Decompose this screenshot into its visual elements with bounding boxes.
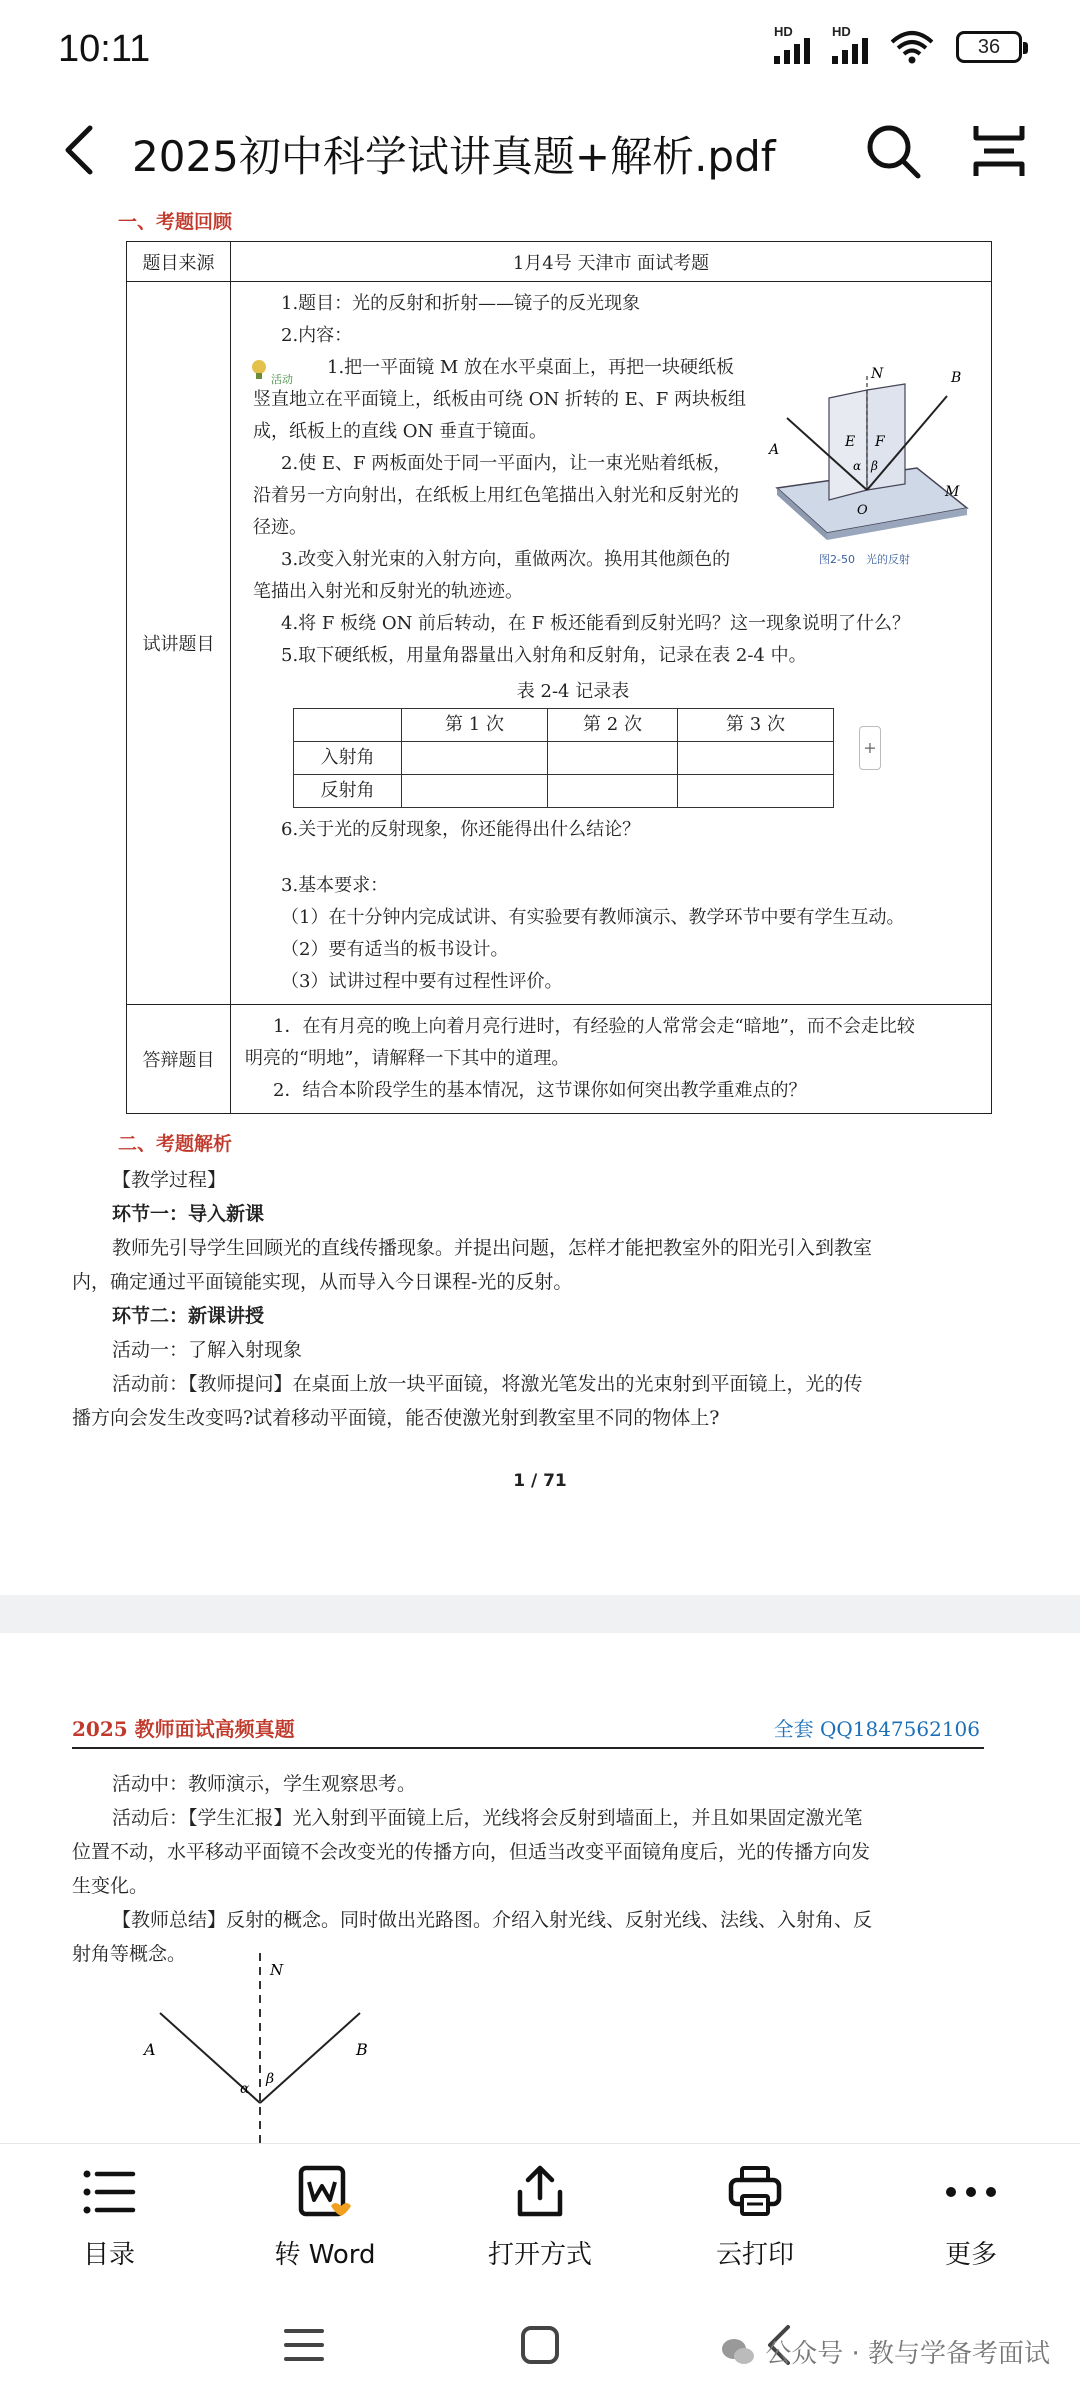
activity-line: 笔描出入射光和反射光的轨迹迹。 <box>253 581 523 602</box>
reflection-figure <box>767 358 977 568</box>
share-icon <box>510 2162 570 2222</box>
svg-text:B: B <box>951 370 962 386</box>
status-time: 10:11 <box>58 28 151 70</box>
topic-label: 试讲题目 <box>127 282 231 1005</box>
svg-text:B: B <box>356 2040 368 2059</box>
section-title-2: 二、考题解析 <box>118 1133 233 1155</box>
svg-text:A: A <box>769 442 780 458</box>
body-line: 活动中：教师演示，学生观察思考。 <box>112 1773 417 1795</box>
svg-text:F: F <box>875 434 885 450</box>
svg-text:N: N <box>270 1961 284 1979</box>
page-gap <box>0 1595 1080 1633</box>
activity-line: 5.取下硬纸板，用量角器量出入射角和反射角，记录在表 2-4 中。 <box>281 645 807 666</box>
activity-line: 竖直地立在平面镜上，纸板由可绕 ON 折转的 E、F 两块板组 <box>253 389 747 410</box>
step-2-title: 环节二：新课讲授 <box>112 1305 265 1327</box>
pdf-page-1[interactable] <box>0 205 1080 1595</box>
body-line: 活动前：【教师提问】在桌面上放一块平面镜，将激光笔发出的光束射到平面镜上，光的传 <box>112 1373 863 1395</box>
activity-line: 成，纸板上的直线 ON 垂直于镜面。 <box>253 421 547 442</box>
body-line: 位置不动，水平移动平面镜不会改变光的传播方向，但适当改变平面镜角度后，光的传播方向发 <box>72 1841 871 1863</box>
recent-apps-icon[interactable] <box>282 2323 326 2367</box>
bottom-toolbar <box>0 2143 1080 2293</box>
defense-label: 答辩题目 <box>127 1005 231 1114</box>
requirements-title: 3.基本要求： <box>281 875 389 896</box>
svg-text:N: N <box>871 366 884 382</box>
source-label: 题目来源 <box>127 242 231 282</box>
toc-button[interactable]: 目录 <box>24 2162 194 2271</box>
record-row-label: 反射角 <box>294 775 402 808</box>
cloud-print-button[interactable]: 云打印 <box>670 2162 840 2271</box>
record-row-label: 入射角 <box>294 742 402 775</box>
body-line: 教师先引导学生回顾光的直线传播现象。并提出问题，怎样才能把教室外的阳光引入到教室 <box>112 1237 873 1259</box>
document-title: 2025初中科学试讲真题+解析.pdf <box>132 132 776 181</box>
process-label: 【教学过程】 <box>112 1169 227 1191</box>
status-bar <box>0 0 1080 100</box>
page-header-right: 全套 QQ1847562106 <box>773 1717 980 1741</box>
requirement-item: （3）试讲过程中要有过程性评价。 <box>281 971 563 992</box>
bulb-icon <box>249 358 273 382</box>
activity-line: 径迹。 <box>253 517 307 538</box>
watermark: 公众号 · 教与学备考面试 <box>721 2333 1050 2370</box>
defense-line: 2．结合本阶段学生的基本情况，这节课你如何突出教学重难点的？ <box>273 1080 807 1101</box>
back-icon[interactable] <box>52 120 112 180</box>
svg-text:A: A <box>144 2040 156 2059</box>
wechat-icon <box>721 2337 755 2367</box>
record-table-title: 表 2-4 记录表 <box>516 681 630 702</box>
battery-icon: 36 <box>956 31 1022 63</box>
status-icons <box>774 24 1022 64</box>
add-column-icon[interactable]: + <box>859 726 881 770</box>
signal-icon: HD <box>774 30 810 64</box>
more-icon <box>941 2162 1001 2222</box>
wifi-icon <box>890 30 934 64</box>
page-header-left: 2025 教师面试高频真题 <box>72 1717 295 1741</box>
reflection-diagram <box>130 1953 390 2143</box>
defense-line: 明亮的“明地”，请解释一下其中的道理。 <box>245 1048 570 1069</box>
defense-line: 1．在有月亮的晚上向着月亮行进时，有经验的人常常会走“暗地”，而不会走比较 <box>273 1016 915 1037</box>
activity-badge: 活动 <box>249 358 301 382</box>
word-icon <box>295 2162 355 2222</box>
list-icon <box>79 2162 139 2222</box>
activity-line: 2.使 E、F 两板面处于同一平面内，让一束光贴着纸板， <box>281 453 732 474</box>
section-title-1: 一、考题回顾 <box>118 211 233 233</box>
activity-line: 1.把一平面镜 M 放在水平桌面上，再把一块硬纸板 <box>327 357 735 378</box>
open-with-button[interactable]: 打开方式 <box>455 2162 625 2271</box>
body-line: 活动后：【学生汇报】光入射到平面镜上后，光线将会反射到墙面上，并且如果固定激光笔 <box>112 1807 863 1829</box>
navigation-bar <box>0 2293 1080 2401</box>
svg-text:O: O <box>857 503 868 518</box>
svg-text:β: β <box>266 2071 275 2087</box>
title-bar <box>0 100 1080 205</box>
printer-icon <box>725 2162 785 2222</box>
record-table: 第 1 次 第 2 次 第 3 次 入射角 反射角 <box>293 708 834 808</box>
svg-text:α: α <box>853 459 862 473</box>
signal-icon-2: HD <box>832 30 868 64</box>
requirement-item: （2）要有适当的板书设计。 <box>281 939 509 960</box>
body-line: 生变化。 <box>72 1875 149 1897</box>
requirement-item: （1）在十分钟内完成试讲、有实验要有教师演示、教学环节中要有学生互动。 <box>281 907 905 928</box>
question-6: 6.关于光的反射现象，你还能得出什么结论？ <box>281 819 641 840</box>
page-number: 1 / 71 <box>513 1471 567 1491</box>
page-header <box>72 1709 984 1749</box>
home-icon[interactable] <box>518 2323 562 2367</box>
svg-text:α: α <box>240 2081 250 2097</box>
activity-line: 4.将 F 板绕 ON 前后转动，在 F 板还能看到反射光吗？这一现象说明了什么？ <box>281 613 910 634</box>
svg-text:E: E <box>845 434 856 450</box>
svg-text:β: β <box>871 459 878 473</box>
exam-table <box>126 241 992 1114</box>
fit-width-icon[interactable] <box>968 120 1030 182</box>
activity-1-title: 活动一：了解入射现象 <box>112 1339 303 1361</box>
step-1-title: 环节一：导入新课 <box>112 1203 265 1225</box>
body-line: 内，确定通过平面镜能实现，从而导入今日课程-光的反射。 <box>72 1271 573 1293</box>
topic-line: 2.内容： <box>281 325 353 346</box>
body-line: 射角等概念。 <box>72 1943 187 1965</box>
activity-line: 3.改变入射光束的入射方向，重做两次。换用其他颜色的 <box>281 549 731 570</box>
search-icon[interactable] <box>862 120 924 182</box>
topic-line: 1.题目：光的反射和折射——镜子的反光现象 <box>281 293 641 314</box>
to-word-button[interactable]: 转 Word <box>240 2162 410 2271</box>
body-line: 【教师总结】反射的概念。同时做出光路图。介绍入射光线、反射光线、法线、入射角、反 <box>112 1909 873 1931</box>
pdf-page-2[interactable] <box>0 1633 1080 2143</box>
svg-text:M: M <box>945 484 960 500</box>
activity-line: 沿着另一方向射出，在纸板上用红色笔描出入射光和反射光的 <box>253 485 739 506</box>
body-line: 播方向会发生改变吗?试着移动平面镜，能否使激光射到教室里不同的物体上? <box>72 1407 720 1429</box>
source-value: 1月4号 天津市 面试考题 <box>231 242 992 282</box>
svg-text:图2-50 光的反射: 图2-50 光的反射 <box>819 553 910 566</box>
more-button[interactable]: 更多 <box>886 2162 1056 2271</box>
